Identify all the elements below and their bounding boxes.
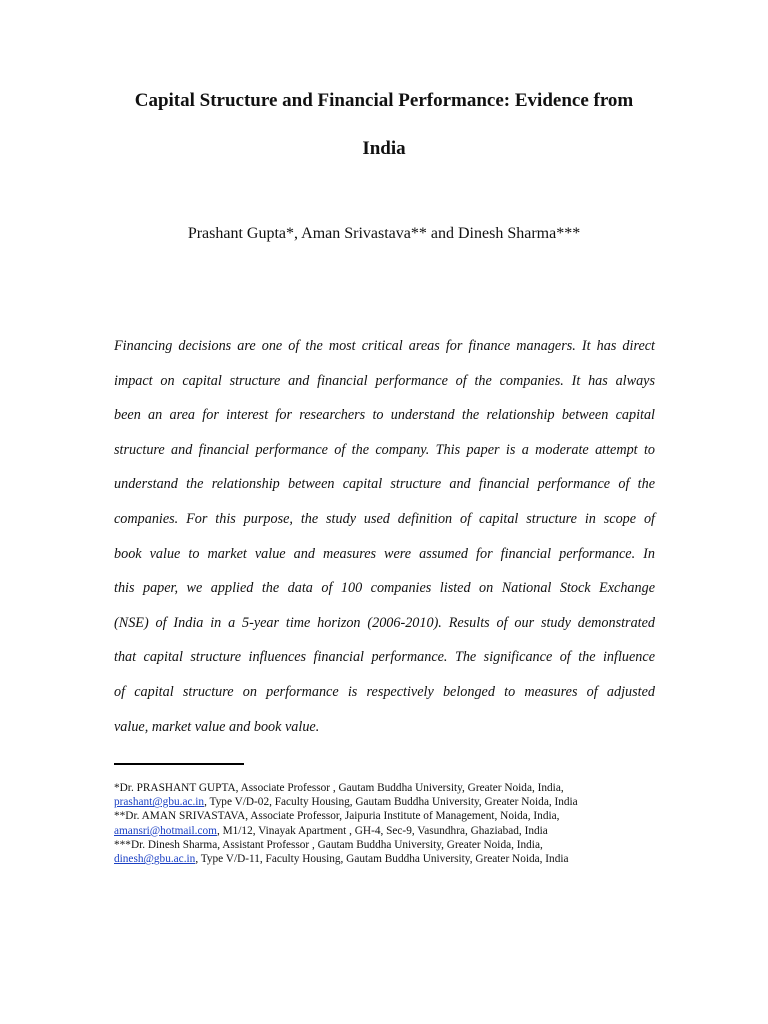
abstract-line: that capital structure influences financial performance. The significance of the influence <box>114 649 655 666</box>
abstract-line: understand the relationship between capital structure and financial performance of the <box>114 476 655 493</box>
footnote-author-1-affiliation: *Dr. PRASHANT GUPTA, Associate Professor , Gautam Buddha University, Greater Noida, India, <box>114 782 564 794</box>
footnote-author-1-address-text: , Type V/D-02, Faculty Housing, Gautam Buddha University, Greater Noida, India <box>204 796 578 809</box>
abstract-line: book value to market value and measures were assumed for financial performance. In <box>114 545 655 562</box>
abstract-line: been an area for interest for researchers to understand the relationship between capital <box>114 407 655 424</box>
footnote-author-2-address-text: , M1/12, Vinayak Apartment , GH-4, Sec-9, Vasundhra, Ghaziabad, India <box>216 824 548 837</box>
footnote-author-2-affiliation: **Dr. AMAN SRIVASTAVA, Associate Professor, Jaipuria Institute of Management, Noida, India, <box>114 810 560 823</box>
abstract-line: companies. For this purpose, the study used definition of capital structure in scope of <box>114 510 655 527</box>
footnote-author-2-address <box>114 824 674 838</box>
email-link-author-3[interactable]: dinesh@gbu.ac.in <box>114 853 196 866</box>
abstract <box>114 329 655 744</box>
footnote-author-3-address-text: , Type V/D-11, Faculty Housing, Gautam Buddha University, Greater Noida, India <box>195 853 569 866</box>
abstract-line: structure and financial performance of the company. This paper is a moderate attempt to <box>114 441 655 458</box>
abstract-line: value, market value and book value. <box>114 718 320 735</box>
email-link-author-2[interactable]: amansri@hotmail.com <box>114 824 217 837</box>
footnote-author-1-address <box>114 795 674 809</box>
paper-title-line-1: Capital Structure and Financial Performance: Evidence from <box>134 90 634 111</box>
email-link-author-1[interactable]: prashant@gbu.ac.in <box>114 796 205 809</box>
author-list: Prashant Gupta*, Aman Srivastava** and Dinesh Sharma*** <box>187 225 581 242</box>
abstract-line: impact on capital structure and financial performance of the companies. It has always <box>114 372 655 389</box>
footnote-author-3-address <box>114 852 674 866</box>
abstract-line: this paper, we applied the data of 100 companies listed on National Stock Exchange <box>114 580 655 597</box>
footnotes <box>114 781 674 866</box>
footnote-separator <box>114 763 244 765</box>
footnote-author-3-affiliation: ***Dr. Dinesh Sharma, Assistant Professor , Gautam Buddha University, Greater Noida, India, <box>114 838 543 851</box>
abstract-line: (NSE) of India in a 5-year time horizon (2006-2010). Results of our study demonstrated <box>114 614 655 631</box>
abstract-line: Financing decisions are one of the most critical areas for finance managers. It has direct <box>114 338 655 354</box>
paper-title-line-2: India <box>362 138 406 159</box>
abstract-line: of capital structure on performance is respectively belonged to measures of adjusted <box>114 683 655 700</box>
